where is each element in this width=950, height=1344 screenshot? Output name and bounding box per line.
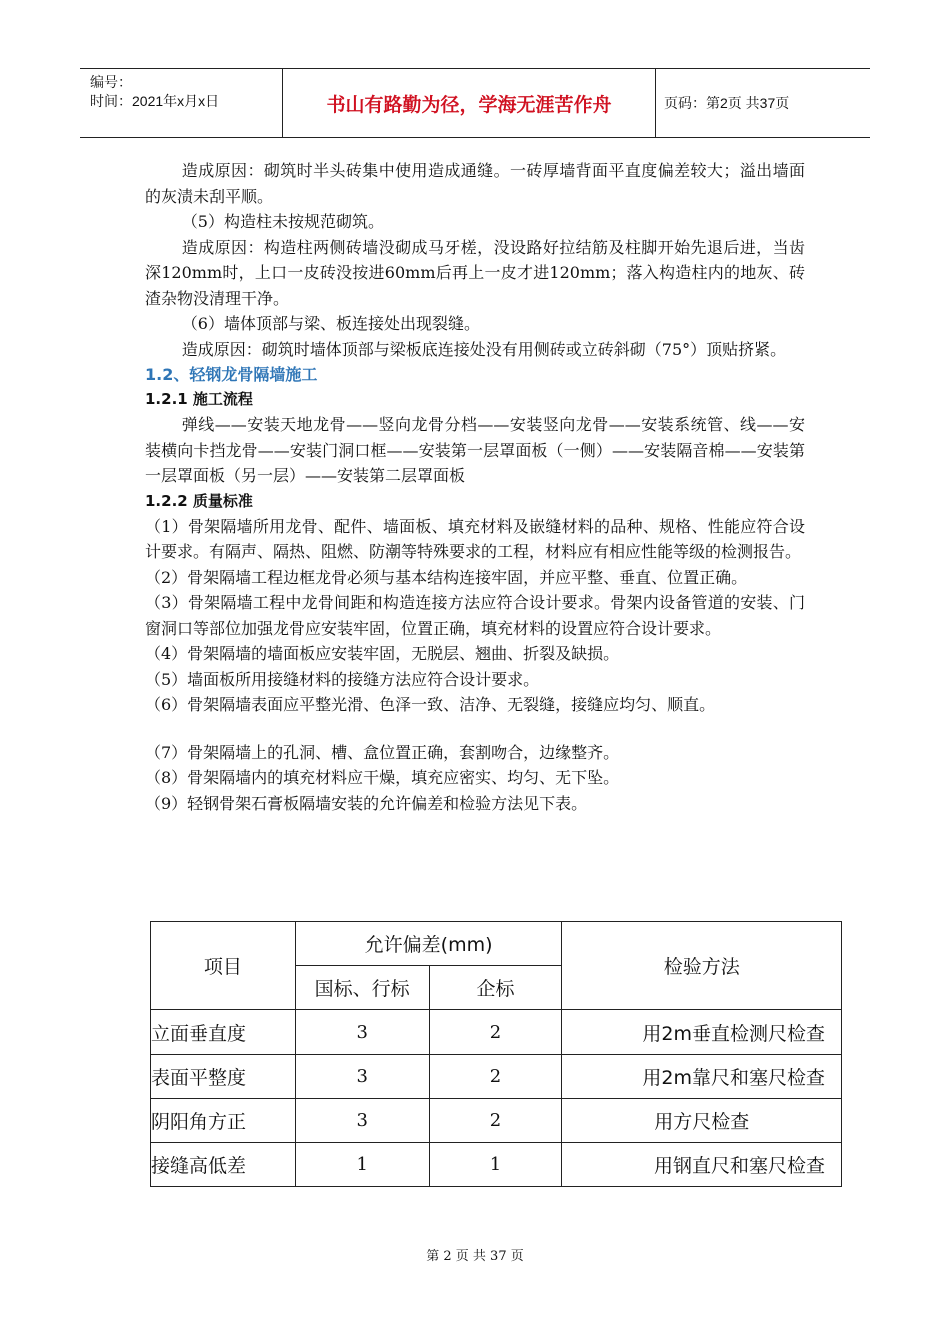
header-item: 项目: [151, 922, 296, 1010]
list-item: （7）骨架隔墙上的孔洞、槽、盒位置正确，套割吻合，边缘整齐。: [145, 742, 620, 762]
header-motto: 书山有路勤为径，学海无涯苦作舟: [283, 69, 656, 137]
table-row: [151, 1010, 842, 1055]
header-national: 国标、行标: [295, 966, 429, 1010]
subsection-heading: 1.2.2 质量标准: [145, 491, 253, 510]
paragraph: （6）墙体顶部与梁、板连接处出现裂缝。: [181, 314, 480, 333]
cell-enterprise: 2: [429, 1010, 562, 1055]
paragraph: 造成原因：构造柱两侧砖墙没砌成马牙槎，没设路好拉结筋及柱脚开始先退后进，当齿深120mm时，上口一皮砖没按进60mm后再上一皮才进120mm；落入构造柱内的地灰、砖渣杂物没清理干净。: [145, 237, 805, 308]
cell-enterprise: 2: [429, 1099, 562, 1143]
list-item: （9）轻钢骨架石膏板隔墙安装的允许偏差和检验方法见下表。: [145, 793, 588, 813]
list-item: （3）骨架隔墙工程中龙骨间距和构造连接方法应符合设计要求。骨架内设备管道的安装、门窗洞口等部位加强龙骨应安装牢固，位置正确，填充材料的设置应符合设计要求。: [145, 593, 805, 638]
list-item: （1）骨架隔墙所用龙骨、配件、墙面板、填充材料及嵌缝材料的品种、规格、性能应符合设计要求。有隔声、隔热、阻燃、防潮等特殊要求的工程，材料应有相应性能等级的检测报告。: [145, 516, 805, 561]
tolerance-table: [150, 921, 842, 1187]
time-label: 时间：2021年x月x日: [90, 93, 220, 109]
cell-method: 用方尺检查: [562, 1099, 842, 1143]
cell-national: 3: [295, 1010, 429, 1055]
section-heading: 1.2、轻钢龙骨隔墙施工: [145, 365, 318, 384]
page-header: [80, 68, 870, 138]
list-item: （4）骨架隔墙的墙面板应安装牢固，无脱层、翘曲、折裂及缺损。: [145, 644, 620, 663]
header-enterprise: 企标: [429, 966, 562, 1010]
table-row: [151, 1099, 842, 1143]
list-item: （2）骨架隔墙工程边框龙骨必须与基本结构连接牢固，并应平整、垂直、位置正确。: [145, 567, 748, 587]
header-meta: [80, 69, 283, 137]
cell-item: 接缝高低差: [151, 1143, 296, 1187]
cell-item: 表面平整度: [151, 1055, 296, 1099]
paragraph: 造成原因：砌筑时墙体顶部与梁板底连接处没有用侧砖或立砖斜砌（75°）顶贴挤紧。: [181, 339, 787, 359]
cell-method: 用2m靠尺和塞尺检查: [562, 1055, 842, 1099]
paragraph: 造成原因：砌筑时半头砖集中使用造成通缝。一砖厚墙背面平直度偏差较大；溢出墙面的灰渍未刮平顺。: [145, 161, 805, 206]
page-footer: 第 2 页 共 37 页: [426, 1249, 524, 1264]
cell-national: 3: [295, 1099, 429, 1143]
list-item: （6）骨架隔墙表面应平整光滑、色泽一致、洁净、无裂缝，接缝应均匀、顺直。: [145, 695, 716, 714]
page-indicator: 页码：第2页 共37页: [664, 95, 790, 111]
process-flow: 弹线——安装天地龙骨——竖向龙骨分档——安装竖向龙骨——安装系统管、线——安装横向卡挡龙骨——安装门洞口框——安装第一层罩面板（一侧）——安装隔音棉——安装第一层罩面板（另一层）——安装第二层罩面板: [145, 415, 805, 485]
cell-enterprise: 1: [429, 1143, 562, 1187]
number-label: 编号：: [90, 74, 132, 90]
cell-national: 1: [295, 1143, 429, 1187]
cell-national: 3: [295, 1055, 429, 1099]
list-item: （8）骨架隔墙内的填充材料应干燥，填充应密实、均匀、无下坠。: [145, 768, 620, 787]
cell-item: 立面垂直度: [151, 1010, 296, 1055]
subsection-heading: 1.2.1 施工流程: [145, 390, 253, 408]
header-method: 检验方法: [562, 922, 842, 1010]
cell-method: 用钢直尺和塞尺检查: [562, 1143, 842, 1187]
document-body: [145, 158, 805, 816]
paragraph: （5）构造柱未按规范砌筑。: [181, 212, 384, 231]
table-row: [151, 1143, 842, 1187]
table-row: [151, 1055, 842, 1099]
list-item: （5）墙面板所用接缝材料的接缝方法应符合设计要求。: [145, 669, 540, 689]
cell-enterprise: 2: [429, 1055, 562, 1099]
cell-method: 用2m垂直检测尺检查: [562, 1010, 842, 1055]
cell-item: 阴阳角方正: [151, 1099, 296, 1143]
header-deviation: 允许偏差(mm): [295, 922, 562, 966]
